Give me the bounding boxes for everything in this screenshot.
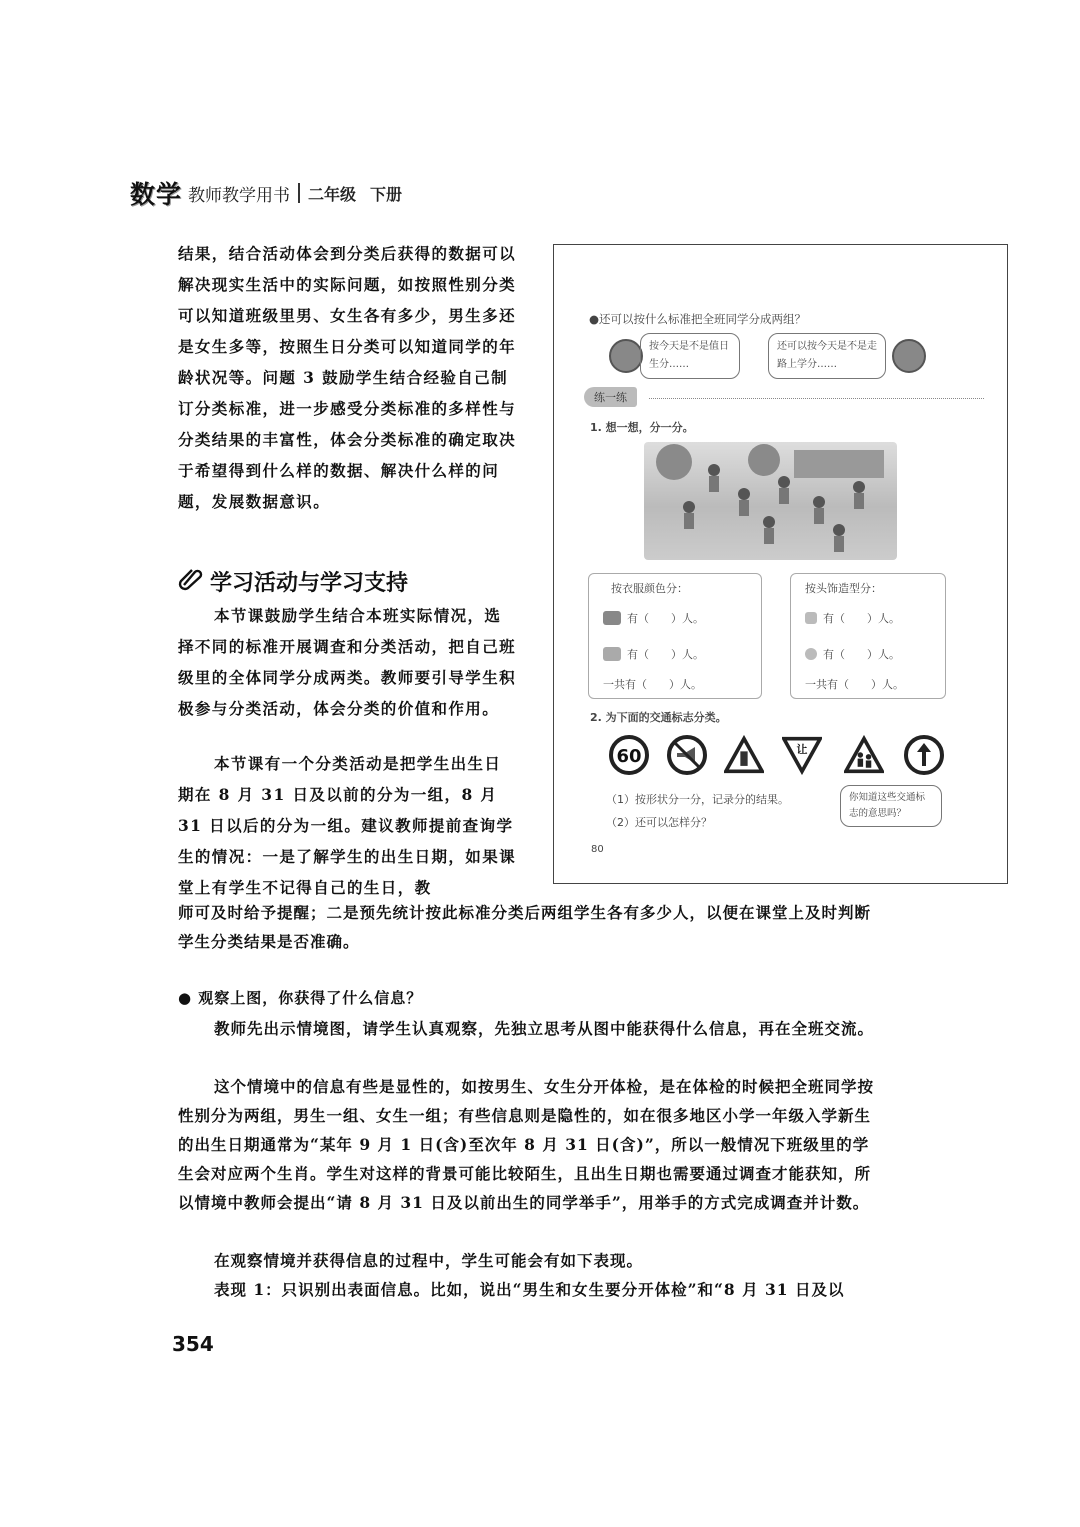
- row-text: 有（ ）人。: [823, 612, 900, 625]
- bullet-question: ● 观察上图，你获得了什么信息？: [178, 989, 423, 1007]
- star-headwear-icon: [805, 612, 817, 624]
- clothing-color-panel: [588, 573, 762, 699]
- bubble-left: 按今天是不是值日生分……: [640, 333, 740, 379]
- book-logo: 数学: [130, 180, 183, 209]
- book-title: 教师教学用书: [188, 185, 291, 206]
- speed-limit-sign: [609, 735, 649, 775]
- hair-style-panel: [790, 573, 946, 699]
- header-divider: [298, 183, 300, 203]
- boy-avatar: [609, 339, 643, 373]
- full-paragraph-6: 在观察情境并获得信息的过程中，学生可能会有如下表现。: [214, 1251, 644, 1270]
- hint-bubble: 你知道这些交通标志的意思吗？: [840, 785, 942, 827]
- sub-question-2: （2）还可以怎样分？: [606, 816, 712, 829]
- traffic-light-warning-sign: [724, 735, 764, 775]
- practice-tag: 练一练: [584, 387, 637, 407]
- sub-question-1: （1）按形状分一分，记录分的结果。: [606, 793, 789, 806]
- left-paragraph-3: 本节课有一个分类活动是把学生出生日期在 8 月 31 日及以前的分为一组，8 月 31 日以后的分为一组。建议教师提前查询学生的情况：一是了解学生的出生日期，如果课堂上有学生不记得自己的生日，教: [178, 754, 517, 897]
- panel-left-title: 按衣服颜色分：: [611, 582, 688, 595]
- question-1: 1. 想一想，分一分。: [590, 421, 694, 434]
- question-2: 2. 为下面的交通标志分类。: [590, 711, 727, 724]
- children-crossing-sign: [844, 735, 884, 775]
- section-heading-text: 学习活动与学习支持: [210, 571, 409, 596]
- section-heading: [178, 566, 408, 597]
- row-text: 有（ ）人。: [823, 648, 900, 661]
- children-scene-image: [644, 442, 897, 560]
- full-paragraph-3-cont: 师可及时给予提醒；二是预先统计按此标准分类后两组学生各有多少人，以便在课堂上及时判断学生分类结果是否准确。: [178, 903, 872, 951]
- yield-sign-text: 让: [796, 743, 808, 757]
- shirt-light-icon: [603, 647, 621, 661]
- page-header: [130, 178, 402, 208]
- speed-limit-value: 60: [616, 746, 642, 767]
- row-text: 有（ ）人。: [627, 648, 704, 661]
- straight-only-sign: [904, 735, 944, 775]
- volume-label: 下册: [370, 184, 403, 204]
- textbook-inset: [553, 244, 1008, 884]
- girl-avatar: [892, 339, 926, 373]
- grade-label: 二年级: [308, 184, 357, 204]
- bubble-right: 还可以按今天是不是走路上学分……: [768, 333, 886, 379]
- left-paragraph-1: 结果，结合活动体会到分类后获得的数据可以解决现实生活中的实际问题，如按照性别分类可以知道班级里男、女生各有多少，男生多还是女生多等，按照生日分类可以知道同学的年龄状况等。问题 3 鼓励学生结合经验自己制订分类标准，进一步感受分类标准的多样性与分类结果的丰富性，体会分类标准的确定取决于希望得到什么样的数据、解决什么样的问题，发展数据意识。: [178, 244, 517, 511]
- page-number: 354: [172, 1332, 214, 1356]
- shirt-dark-icon: [603, 611, 621, 625]
- left-paragraph-2: 本节课鼓励学生结合本班实际情况，选择不同的标准开展调查和分类活动，把自己班级里的全体同学分成两类。教师要引导学生积极参与分类活动，体会分类的价值和作用。: [178, 606, 517, 718]
- heart-headwear-icon: [805, 648, 817, 660]
- yield-sign: [782, 735, 822, 775]
- row-text: 有（ ）人。: [627, 612, 704, 625]
- dotted-line: [649, 398, 984, 399]
- inset-page-number: 80: [591, 844, 604, 855]
- full-paragraph-4: 教师先出示情境图，请学生认真观察，先独立思考从图中能获得什么信息，再在全班交流。: [214, 1019, 875, 1038]
- full-paragraph-5: 这个情境中的信息有些是显性的，如按男生、女生分开体检，是在体检的时候把全班同学按性别分为两组，男生一组、女生一组；有些信息则是隐性的，如在很多地区小学一年级入学新生的出生日期通常为“某年 9 月 1 日(含)至次年 8 月 31 日(含)”，所以一般情况下班级里的学生会对应两个生肖。学生对这样的背景可能比较陌生，且出生日期也需要通过调查才能获知，所以情境中教师会提出“请 8 月 31 日及以前出生的同学举手”，用举手的方式完成调查并计数。: [178, 1077, 875, 1212]
- paperclip-icon: [178, 567, 204, 597]
- row-total: 一共有（ ）人。: [603, 678, 702, 691]
- row-total: 一共有（ ）人。: [805, 678, 904, 691]
- panel-right-title: 按头饰造型分：: [805, 582, 882, 595]
- no-horn-sign: [667, 735, 707, 775]
- inset-question: ●还可以按什么标准把全班同学分成两组？: [589, 312, 807, 326]
- full-paragraph-7: 表现 1：只识别出表面信息。比如，说出“男生和女生要分开体检”和“8 月 31 日及以: [214, 1280, 845, 1299]
